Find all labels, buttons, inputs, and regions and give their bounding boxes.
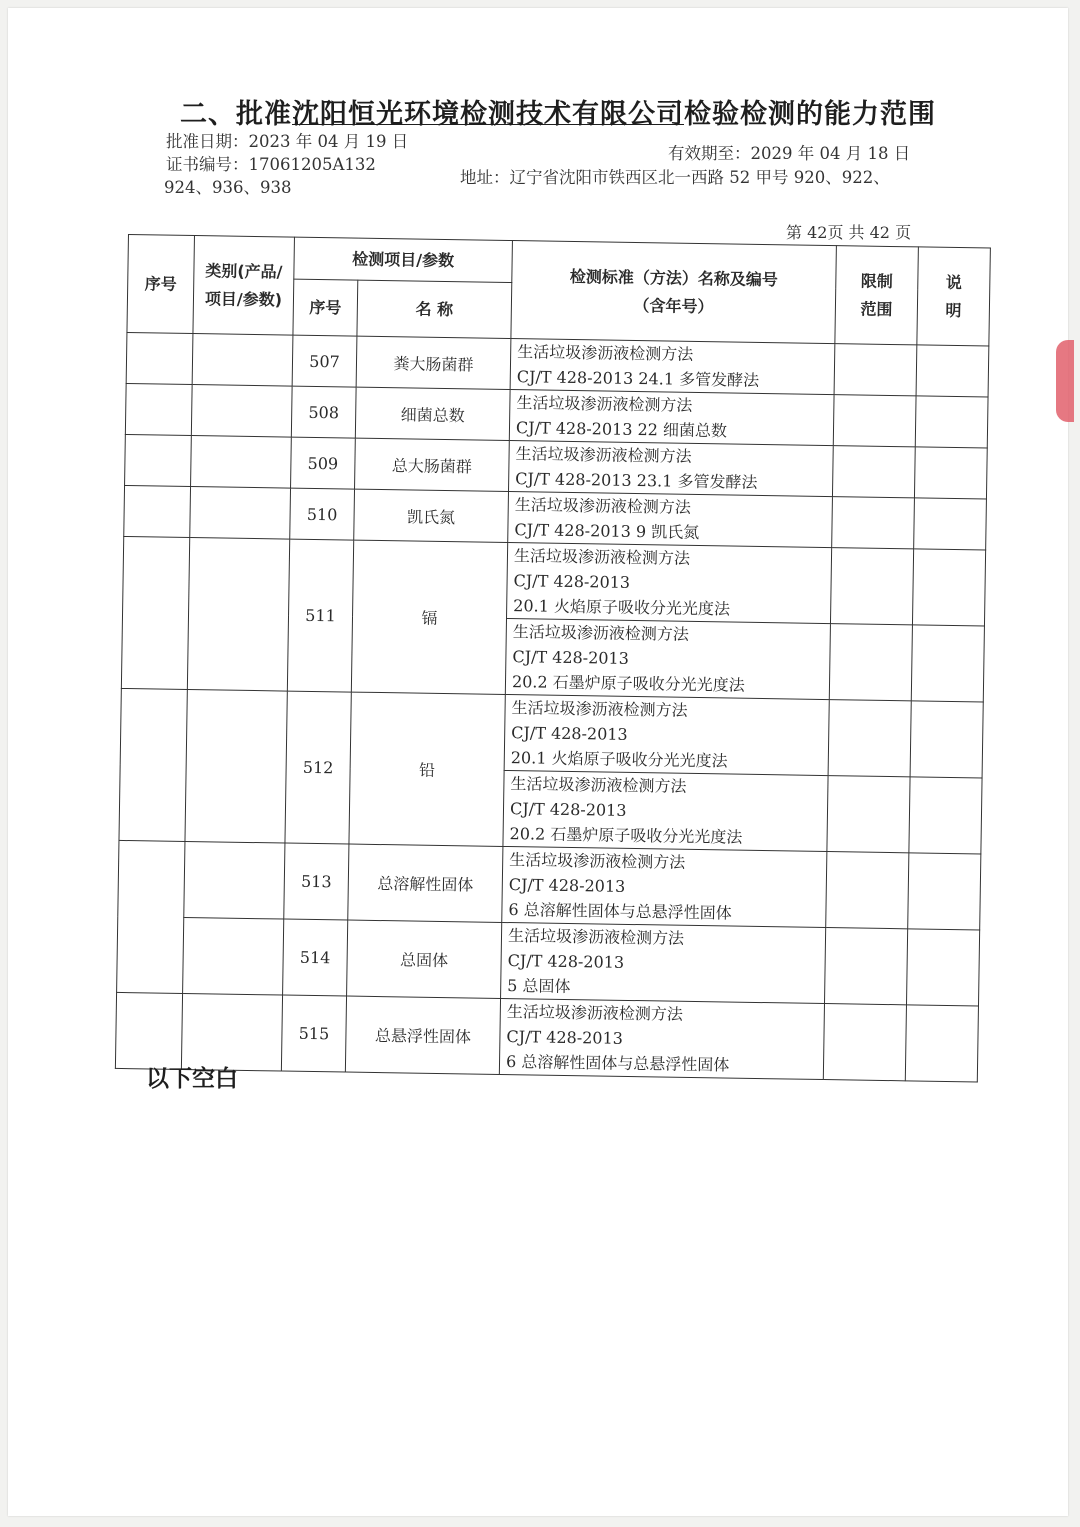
- item-name: 镉: [351, 540, 507, 694]
- page-number: 第 42页 共 42 页: [786, 223, 912, 242]
- note-cell: [912, 549, 985, 626]
- table-row: [123, 536, 986, 626]
- standard-code: CJ/T 428-2013 9 凯氏氮: [514, 520, 700, 543]
- standard-title: 生活垃圾渗沥液检测方法: [507, 926, 685, 948]
- row-seq-cell: [115, 992, 182, 1069]
- limit-cell: [832, 497, 915, 549]
- limit-cell: [830, 548, 913, 625]
- limit-cell: [825, 928, 908, 1005]
- header-item-group: 检测项目/参数: [294, 237, 513, 282]
- limit-cell: [826, 852, 909, 929]
- item-name: 总大肠菌群: [355, 438, 510, 491]
- item-number: 508: [291, 386, 356, 438]
- row-category-cell: [184, 841, 285, 919]
- header-category: 类别(产品/项目/参数): [193, 236, 295, 336]
- standard-cell: [509, 441, 834, 497]
- standard-cell: [499, 998, 824, 1079]
- table-row: [118, 840, 981, 930]
- limit-cell: [832, 446, 915, 498]
- item-name: 细菌总数: [355, 387, 510, 440]
- header-standard: 检测标准（方法）名称及编号（含年号）: [511, 241, 836, 344]
- title-organization: 沈阳恒光环境检测技术有限公司: [292, 99, 684, 130]
- note-cell: [909, 777, 982, 854]
- standard-title: 生活垃圾渗沥液检测方法: [511, 698, 688, 720]
- item-name: 总溶解性固体: [348, 844, 503, 922]
- note-cell: [905, 1005, 978, 1082]
- item-name: 总固体: [347, 920, 502, 998]
- header-limit: 限制范围: [835, 246, 919, 345]
- row-category-cell: [183, 917, 284, 995]
- row-seq-cell: [117, 840, 185, 993]
- item-number: 511: [287, 539, 353, 692]
- standard-code: CJ/T 428-2013: [513, 571, 631, 592]
- note-cell: [907, 929, 980, 1006]
- standard-code: CJ/T 428-2013: [508, 875, 626, 896]
- standard-title: 生活垃圾渗沥液检测方法: [517, 342, 694, 364]
- standard-method: 20.1 火焰原子吸收分光光度法: [513, 596, 731, 619]
- item-number: 513: [284, 843, 349, 920]
- standard-cell: [505, 618, 830, 699]
- note-cell: [914, 447, 987, 499]
- title-prefix: 二、批准: [180, 99, 292, 130]
- table-row: [115, 992, 978, 1082]
- standard-cell: [501, 922, 826, 1003]
- row-seq-cell: [119, 688, 187, 841]
- capability-table: [115, 234, 991, 1082]
- standard-method: 20.1 火焰原子吸收分光光度法: [510, 748, 728, 771]
- standard-cell: [508, 492, 833, 548]
- document-page: [8, 8, 1068, 1516]
- standard-code: CJ/T 428-2013 24.1 多管发酵法: [516, 367, 760, 390]
- page-title: [180, 92, 936, 131]
- item-number: 509: [291, 437, 356, 489]
- row-seq-cell: [125, 383, 192, 435]
- address-continuation: 924、936、938: [164, 178, 292, 197]
- standard-cell: [510, 339, 835, 395]
- limit-cell: [828, 700, 911, 777]
- note-cell: [908, 853, 981, 930]
- standard-code: CJ/T 428-2013: [507, 951, 625, 972]
- standard-title: 生活垃圾渗沥液检测方法: [513, 546, 691, 568]
- row-seq-cell: [125, 434, 192, 486]
- standard-title: 生活垃圾渗沥液检测方法: [509, 850, 686, 872]
- standard-method: 6 总溶解性固体与总悬浮性固体: [508, 900, 732, 923]
- row-category-cell: [190, 487, 291, 540]
- standard-cell: [502, 846, 827, 927]
- note-cell: [910, 701, 983, 778]
- standard-code: CJ/T 428-2013: [512, 647, 630, 668]
- header-item-name: 名 称: [357, 280, 512, 338]
- limit-cell: [834, 344, 917, 396]
- item-number: 514: [283, 919, 348, 996]
- limit-cell: [827, 776, 910, 853]
- seal-stamp-edge: [1056, 340, 1074, 422]
- standard-title: 生活垃圾渗沥液检测方法: [512, 622, 689, 644]
- item-number: 507: [292, 335, 357, 387]
- standard-code: CJ/T 428-2013: [511, 723, 628, 744]
- item-name: 总悬浮性固体: [345, 996, 500, 1074]
- standard-cell: [503, 770, 828, 851]
- row-category-cell: [185, 689, 287, 843]
- standard-cell: [509, 390, 834, 446]
- certificate-number: 证书编号：17061205A132: [166, 155, 376, 174]
- address: 地址：辽宁省沈阳市铁西区北一西路 52 甲号 920、922、: [460, 168, 890, 187]
- standard-code: CJ/T 428-2013: [506, 1027, 624, 1048]
- table-row: [117, 916, 980, 1006]
- limit-cell: [833, 395, 916, 447]
- item-name: 凯氏氮: [354, 489, 509, 542]
- standard-title: 生活垃圾渗沥液检测方法: [516, 393, 693, 415]
- valid-until: 有效期至：2029 年 04 月 18 日: [668, 144, 911, 163]
- title-suffix: 检验检测的能力范围: [684, 99, 936, 130]
- standard-method: 20.2 石墨炉原子吸收分光光度法: [511, 672, 745, 695]
- row-seq-cell: [121, 536, 189, 689]
- approval-date: 批准日期：2023 年 04 月 19 日: [166, 132, 409, 151]
- limit-cell: [829, 624, 912, 701]
- note-cell: [915, 396, 988, 448]
- standard-method: 5 总固体: [507, 976, 571, 997]
- row-category-cell: [191, 385, 292, 438]
- standard-cell: [504, 694, 829, 775]
- standard-cell: [507, 543, 832, 624]
- standard-method: 6 总溶解性固体与总悬浮性固体: [505, 1052, 730, 1075]
- standard-title: 生活垃圾渗沥液检测方法: [506, 1002, 683, 1024]
- item-name: 粪大肠菌群: [356, 336, 511, 389]
- item-name: 铅: [349, 692, 505, 846]
- note-cell: [914, 498, 987, 550]
- standard-method: 20.2 石墨炉原子吸收分光光度法: [509, 824, 743, 847]
- note-cell: [916, 345, 989, 397]
- standard-code: CJ/T 428-2013 22 细菌总数: [515, 418, 728, 441]
- header-note: 说明: [917, 247, 991, 346]
- row-category-cell: [187, 538, 289, 692]
- note-cell: [911, 625, 984, 702]
- header-seq: 序号: [127, 235, 195, 334]
- blank-below-note: 以下空白: [146, 1066, 238, 1092]
- row-seq-cell: [126, 332, 193, 384]
- header-item-seq: 序号: [293, 279, 358, 336]
- row-category-cell: [192, 334, 293, 387]
- standard-title: 生活垃圾渗沥液检测方法: [510, 774, 687, 796]
- row-category-cell: [191, 436, 292, 489]
- table-row: [120, 688, 983, 778]
- item-number: 515: [281, 995, 346, 1072]
- item-number: 510: [290, 488, 355, 540]
- row-seq-cell: [124, 485, 191, 537]
- item-number: 512: [285, 691, 351, 844]
- standard-title: 生活垃圾渗沥液检测方法: [515, 444, 692, 466]
- standard-code: CJ/T 428-2013 23.1 多管发酵法: [515, 469, 758, 492]
- standard-title: 生活垃圾渗沥液检测方法: [514, 495, 691, 517]
- limit-cell: [823, 1004, 906, 1081]
- standard-code: CJ/T 428-2013: [509, 799, 627, 820]
